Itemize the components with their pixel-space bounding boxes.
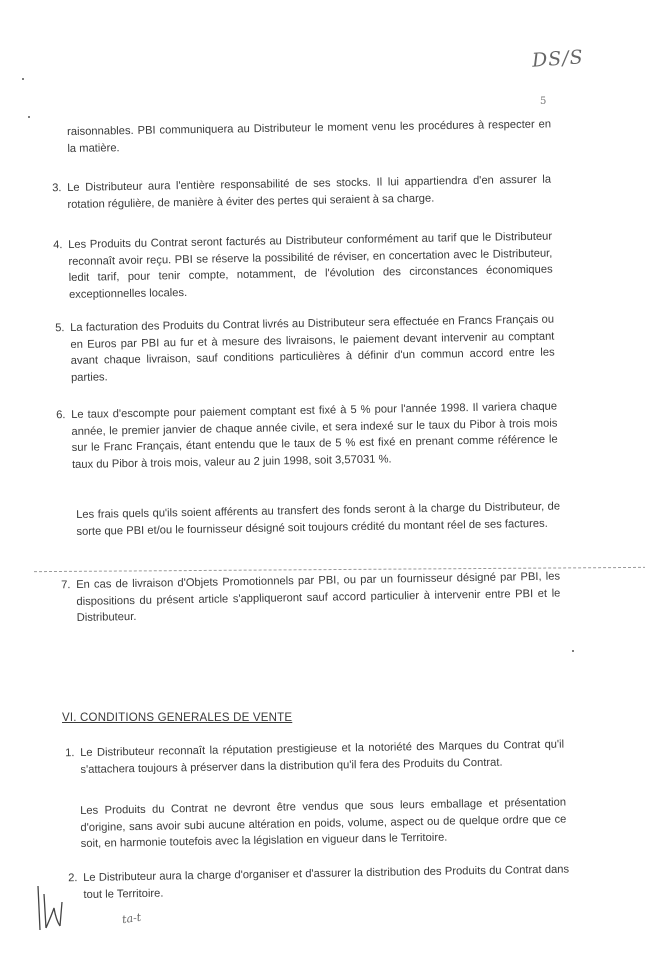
scan-speck <box>572 650 574 652</box>
list-text: Le Distributeur aura l'entière responsabilité de ses stocks. Il lui appartiendra d'en assurer la rotation régulière, de manière à éviter des pertes qui seraient à sa charge. <box>67 173 552 211</box>
list-text: La facturation des Produits du Contrat livrés au Distributeur sera effectuée en Francs Français ou en Euros par PBI au fur et à mesure des livraisons, le paiement devant intervenir au comptant avant chaque livraison, sauf conditions particulières à définir d'un commun accord entre les parties. <box>70 313 555 384</box>
list-number: 6. <box>56 409 66 422</box>
list-text: Le Distributeur reconnaît la réputation prestigieuse et la notoriété des Marques du Contrat qu'il s'attachera toujours à préserver dans la distribution qu'il fera des Produits du Contrat. <box>80 738 565 776</box>
list-number: 4. <box>53 239 63 252</box>
section-vi-item-1 <box>65 737 565 779</box>
list-number: 7. <box>61 579 71 592</box>
handwritten-initials: ta-t <box>121 910 142 927</box>
list-item-7 <box>61 569 561 627</box>
paragraph-item6-continued: Les frais quels qu'ils soient afférents au transfert des fonds seront à la charge du Distributeur, de sorte que PBI et/ou le fournisseur désigné soit toujours crédité du montant réel de ses factures. <box>76 500 561 538</box>
list-item-6 <box>56 399 558 474</box>
list-number: 1. <box>65 747 75 760</box>
list-text: Le Distributeur aura la charge d'organiser et d'assurer la distribution des Produits du Contrat dans tout le Territoire. <box>83 863 570 901</box>
list-text: Les Produits du Contrat seront facturés au Distributeur conformément au tarif que le Distributeur reconnaît avoir reçu. PBI se réserve la possibilité de réviser, en concertation avec le Distributeur, ledit tarif, pour tenir compte, notamment, de l'évolution des circonstances économiques exceptionnelles locales. <box>68 230 553 301</box>
list-item-4 <box>53 229 553 304</box>
paragraph-section-vi-item-1-continued: Les Produits du Contrat ne devront être vendus que sous leurs emballage et présentation d'origine, sans avoir subi aucune altération en poids, volume, aspect ou de quelque ordre que ce soit, en harmonie toutefois avec la législation en vigueur dans le Territoire. <box>80 796 567 851</box>
scan-speck <box>28 116 30 118</box>
list-number: 2. <box>68 872 78 885</box>
scan-speck <box>22 78 24 80</box>
list-item-3 <box>52 172 552 214</box>
list-text: En cas de livraison d'Objets Promotionnels par PBI, ou par un fournisseur désigné par PBI, les dispositions du présent article s'appliqueront sauf accord particulier à intervenir entre PBI et le Distributeur. <box>76 570 561 625</box>
list-text: Le taux d'escompte pour paiement comptant est fixé à 5 % pour l'année 1998. Il variera chaque année, le premier janvier de chaque année civile, et sera indexé sur le taux du Pibor à trois mois sur le Franc Français, étant entendu que le taux de 5 % est fixé en prenant comme référence le taux du Pibor à trois mois, valeur au 2 juin 1998, soit 3,57031 %. <box>71 400 558 471</box>
list-number: 3. <box>52 182 62 195</box>
list-item-5 <box>55 312 555 387</box>
paragraph-intro: raisonnables. PBI communiquera au Distributeur le moment venu les procédures à respecter en la matière. <box>67 118 552 155</box>
section-vi-item-2 <box>68 862 570 904</box>
page-number: 5 <box>540 96 547 107</box>
list-number: 5. <box>55 322 65 335</box>
handwritten-signature-icon <box>34 884 74 934</box>
section-heading: VI. CONDITIONS GENERALES DE VENTE <box>62 712 293 724</box>
handwritten-corner-mark: DS/S <box>531 46 585 72</box>
